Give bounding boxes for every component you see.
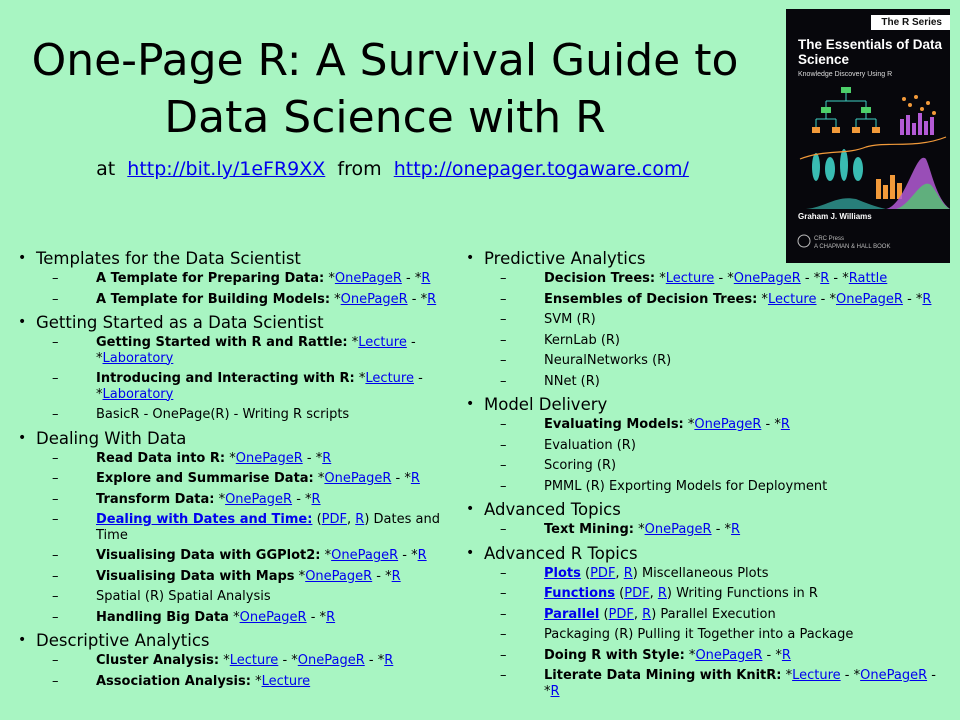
dash-icon: – <box>500 417 507 432</box>
r-link[interactable]: R <box>355 512 365 527</box>
book-imprint: A CHAPMAN & HALL BOOK <box>814 244 891 250</box>
item-text: * <box>214 491 226 507</box>
item-title: Visualising Data with GGPlot2: <box>96 548 321 563</box>
item-list <box>18 271 448 307</box>
item-text: * <box>324 271 335 286</box>
item-text: - * <box>544 668 936 699</box>
item-list <box>18 653 448 689</box>
bullet-icon: • <box>18 632 27 648</box>
list-item <box>18 451 448 467</box>
item-text: , <box>615 565 624 581</box>
item-text: Spatial (R) Spatial Analysis <box>96 589 271 604</box>
item-text: ) Dates and Time <box>96 512 440 543</box>
section-descriptive-analytics <box>18 630 448 651</box>
section-predictive-analytics <box>466 248 936 269</box>
dash-icon: – <box>500 458 507 473</box>
section-advanced-topics <box>466 499 936 520</box>
list-item <box>466 271 936 287</box>
lecture-link[interactable]: Lecture <box>365 371 414 386</box>
item-text: Evaluation (R) <box>544 437 636 453</box>
section-model-delivery <box>466 394 936 415</box>
lecture-link[interactable]: Lecture <box>767 291 817 307</box>
plots-link[interactable]: Plots <box>544 565 581 581</box>
list-item <box>466 586 936 602</box>
list-item <box>18 569 448 585</box>
pdf-link[interactable]: PDF <box>608 606 634 622</box>
dash-icon: – <box>52 548 59 563</box>
item-list <box>18 335 448 423</box>
item-list <box>466 522 936 538</box>
item-list <box>466 417 936 494</box>
short-link[interactable]: http://bit.ly/1eFR9XX <box>127 158 326 180</box>
item-text: - * <box>96 335 416 366</box>
item-title: Association Analysis: <box>96 673 251 689</box>
dash-icon: – <box>52 271 59 286</box>
list-item <box>466 566 936 582</box>
dash-icon: – <box>500 627 507 642</box>
bullet-icon: • <box>466 250 475 266</box>
item-title: Getting Started with R and Rattle: <box>96 335 348 350</box>
item-list <box>18 451 448 626</box>
lecture-link[interactable]: Lecture <box>358 335 407 350</box>
list-item <box>466 668 936 699</box>
item-text: - * <box>292 491 312 507</box>
dash-icon: – <box>500 565 507 581</box>
r-link[interactable]: R <box>623 565 633 581</box>
laboratory-link[interactable]: Laboratory <box>102 386 174 402</box>
item-list <box>466 271 936 389</box>
item-text: - * <box>816 291 836 307</box>
item-text: ( <box>615 586 625 601</box>
list-item <box>18 335 448 366</box>
item-text: * <box>757 291 768 307</box>
dash-icon: – <box>500 668 507 683</box>
r-link[interactable]: R <box>311 491 321 507</box>
item-title: Explore and Summarise Data: <box>96 471 314 486</box>
dash-icon: – <box>52 589 59 604</box>
onepager-link[interactable]: OnePageR <box>324 471 392 486</box>
lecture-link[interactable]: Lecture <box>261 673 311 689</box>
item-title: Visualising Data with Maps <box>96 568 295 584</box>
book-cover <box>786 9 950 263</box>
onepager-link[interactable]: OnePageR <box>644 522 712 537</box>
section-heading: Advanced R Topics <box>484 543 638 563</box>
item-title: A Template for Preparing Data: <box>96 271 325 286</box>
item-text: , <box>347 512 356 527</box>
book-publisher-name: CRC Press <box>814 236 845 242</box>
parallel-link[interactable]: Parallel <box>544 606 600 622</box>
item-title: Doing R with Style: <box>544 647 685 663</box>
item-title: Literate Data Mining with KnitR: <box>544 668 782 683</box>
list-item <box>18 610 448 626</box>
onepager-link[interactable]: OnePageR <box>835 291 903 307</box>
list-item <box>18 271 448 287</box>
section-heading: Dealing With Data <box>36 428 187 448</box>
item-text: KernLab (R) <box>544 332 621 348</box>
dash-icon: – <box>500 353 507 368</box>
list-item <box>18 674 448 690</box>
item-title: Cluster Analysis: <box>96 653 220 668</box>
dash-icon: – <box>500 332 507 348</box>
item-text: - * <box>398 548 418 563</box>
onepager-link[interactable]: OnePageR <box>331 548 399 563</box>
dash-icon: – <box>52 653 59 668</box>
section-heading: Model Delivery <box>484 395 608 414</box>
dash-icon: – <box>52 291 59 307</box>
item-text: ( <box>580 565 591 581</box>
item-text: NNet (R) <box>544 373 600 389</box>
item-text: - * <box>902 291 923 307</box>
item-text: - * <box>714 271 734 286</box>
item-text: * <box>228 609 240 625</box>
item-text: * <box>330 291 341 307</box>
pdf-link[interactable]: PDF <box>624 586 650 601</box>
section-getting-started-as-a-data-scientist <box>18 312 448 333</box>
bullet-icon: • <box>18 314 27 330</box>
dealing-with-dates-and-time-link[interactable]: Dealing with Dates and Time: <box>96 512 313 527</box>
item-list <box>466 566 936 700</box>
item-text: * <box>633 522 645 537</box>
dash-icon: – <box>500 312 507 327</box>
item-text: - * <box>711 522 732 537</box>
book-series: The R Series <box>871 15 950 30</box>
item-text: , <box>633 606 643 622</box>
list-item <box>466 374 936 390</box>
dash-icon: – <box>52 371 59 386</box>
dash-icon: – <box>52 673 59 689</box>
item-text: - * <box>372 568 392 584</box>
item-text: SVM (R) <box>544 312 596 327</box>
dash-icon: – <box>52 335 59 350</box>
list-item <box>18 512 448 543</box>
dash-icon: – <box>500 437 507 453</box>
item-title: Handling Big Data <box>96 609 229 625</box>
list-item <box>18 471 448 487</box>
section-advanced-r-topics <box>466 543 936 564</box>
list-item <box>18 548 448 564</box>
laboratory-link[interactable]: Laboratory <box>102 350 174 366</box>
item-text: - * <box>278 653 298 668</box>
r-link[interactable]: R <box>322 450 332 466</box>
item-text: ( <box>312 512 322 527</box>
section-heading: Predictive Analytics <box>484 249 646 268</box>
onepager-link[interactable]: OnePageR <box>694 417 762 432</box>
r-link[interactable]: R <box>550 683 560 699</box>
r-link[interactable]: R <box>427 291 437 307</box>
dash-icon: – <box>52 512 59 527</box>
item-text: - * <box>302 450 323 466</box>
item-text: , <box>649 586 658 601</box>
section-heading: Descriptive Analytics <box>36 631 210 650</box>
list-item <box>466 312 936 328</box>
item-text: - * <box>401 271 422 286</box>
dash-icon: – <box>500 478 507 494</box>
list-item <box>466 627 936 643</box>
item-text: Scoring (R) <box>544 458 617 473</box>
list-item <box>466 333 936 349</box>
onepager-link[interactable]: OnePageR <box>235 450 303 466</box>
onepager-link[interactable]: OnePageR <box>695 647 763 663</box>
item-text: PMML (R) Exporting Models for Deployment <box>544 478 828 494</box>
item-text: * <box>684 647 696 663</box>
lecture-link[interactable]: Lecture <box>792 668 841 683</box>
subtitle-prefix: at <box>96 158 116 180</box>
item-title: Transform Data: <box>96 491 215 507</box>
list-item <box>18 589 448 605</box>
item-text: * <box>294 568 306 584</box>
item-text: * <box>313 471 325 486</box>
item-text: ( <box>599 606 609 622</box>
item-text: - * <box>96 371 423 402</box>
rattle-link[interactable]: Rattle <box>848 271 888 286</box>
item-text: ) Miscellaneous Plots <box>632 565 769 581</box>
r-link[interactable]: R <box>384 653 394 668</box>
r-link[interactable]: R <box>326 609 336 625</box>
subtitle <box>0 158 785 180</box>
dash-icon: – <box>500 373 507 389</box>
list-item <box>466 353 936 369</box>
pdf-link[interactable]: PDF <box>321 512 347 527</box>
r-link[interactable]: R <box>820 271 830 286</box>
r-link[interactable]: R <box>391 568 401 584</box>
bullet-icon: • <box>18 250 27 266</box>
page-title: One-Page R: A Survival Guide to Data Science with R <box>31 35 739 143</box>
item-title: Evaluating Models: <box>544 417 684 432</box>
item-text: - * <box>407 291 428 307</box>
dash-icon: – <box>500 586 507 601</box>
section-heading: Getting Started as a Data Scientist <box>36 313 324 332</box>
list-item <box>466 607 936 623</box>
item-title: Decision Trees: <box>544 271 656 286</box>
list-item <box>466 458 936 474</box>
item-title: Text Mining: <box>544 522 634 537</box>
dash-icon: – <box>52 407 59 422</box>
item-text: * <box>781 668 793 683</box>
r-link[interactable]: R <box>922 291 932 307</box>
item-text: * <box>250 673 262 689</box>
r-link[interactable]: R <box>731 522 741 537</box>
r-link[interactable]: R <box>410 471 420 486</box>
section-dealing-with-data <box>18 428 448 449</box>
item-title: Introducing and Interacting with R: <box>96 371 355 386</box>
dash-icon: – <box>52 568 59 584</box>
onepager-link[interactable]: OnePageR <box>340 291 408 307</box>
dash-icon: – <box>500 606 507 622</box>
onepager-link[interactable]: http://onepager.togaware.com/ <box>393 158 689 180</box>
list-item <box>18 492 448 508</box>
item-text: * <box>655 271 666 286</box>
bullet-icon: • <box>18 429 27 446</box>
r-link[interactable]: R <box>417 548 427 563</box>
item-text: NeuralNetworks (R) <box>544 353 672 368</box>
item-text: * <box>219 653 230 668</box>
right-column <box>466 248 936 704</box>
dash-icon: – <box>52 609 59 625</box>
item-text: * <box>225 450 236 466</box>
item-text: * <box>320 548 332 563</box>
lecture-link[interactable]: Lecture <box>229 653 279 668</box>
onepager-link[interactable]: OnePageR <box>305 568 373 584</box>
onepager-link[interactable]: OnePageR <box>733 271 801 286</box>
dash-icon: – <box>500 522 507 537</box>
item-text: - * <box>364 653 385 668</box>
bullet-icon: • <box>466 544 475 561</box>
item-text: - * <box>762 647 782 663</box>
item-title: Ensembles of Decision Trees: <box>544 291 758 307</box>
r-link[interactable]: R <box>642 606 652 622</box>
item-text: Packaging (R) Pulling it Together into a Package <box>544 627 854 642</box>
list-item <box>466 292 936 308</box>
dash-icon: – <box>500 271 507 286</box>
item-title: Read Data into R: <box>96 450 226 466</box>
item-text: - * <box>840 668 861 683</box>
item-text: * <box>354 371 366 386</box>
section-heading: Templates for the Data Scientist <box>36 249 301 268</box>
list-item <box>18 371 448 402</box>
item-text: BasicR - OnePage(R) - Writing R scripts <box>96 407 350 422</box>
item-text: - * <box>391 471 411 486</box>
item-text: ) Writing Functions in R <box>666 586 818 601</box>
item-text: - * <box>306 609 327 625</box>
book-title: The Essentials of Data Science <box>798 37 943 67</box>
section-heading: Advanced Topics <box>484 500 621 519</box>
r-link[interactable]: R <box>781 647 791 663</box>
dash-icon: – <box>500 291 507 307</box>
lecture-link[interactable]: Lecture <box>665 271 715 286</box>
dash-icon: – <box>52 450 59 466</box>
item-text: - * <box>761 417 781 432</box>
item-text: * <box>347 335 359 350</box>
item-text: * <box>683 417 695 432</box>
dash-icon: – <box>52 471 59 486</box>
left-column <box>18 248 448 694</box>
item-text: ) Parallel Execution <box>651 606 776 622</box>
list-item <box>466 522 936 538</box>
list-item <box>18 653 448 669</box>
list-item <box>466 479 936 495</box>
r-link[interactable]: R <box>421 271 431 286</box>
r-link[interactable]: R <box>780 417 790 432</box>
section-templates-for-the-data-scientist <box>18 248 448 269</box>
item-text: - * <box>800 271 821 286</box>
item-title: A Template for Building Models: <box>96 291 331 307</box>
dash-icon: – <box>52 491 59 507</box>
onepager-link[interactable]: OnePageR <box>225 491 293 507</box>
book-subtitle: Knowledge Discovery Using R <box>798 71 893 78</box>
book-author: Graham J. Williams <box>798 212 872 221</box>
list-item <box>466 648 936 664</box>
list-item <box>18 292 448 308</box>
onepager-link[interactable]: OnePageR <box>297 653 365 668</box>
bullet-icon: • <box>466 396 475 412</box>
onepager-link[interactable]: OnePageR <box>334 271 402 286</box>
list-item <box>466 438 936 454</box>
r-link[interactable]: R <box>657 586 667 601</box>
item-text: - * <box>829 271 849 286</box>
dash-icon: – <box>500 647 507 663</box>
bullet-icon: • <box>466 501 475 517</box>
onepager-link[interactable]: OnePageR <box>860 668 928 683</box>
functions-link[interactable]: Functions <box>544 586 616 601</box>
subtitle-middle: from <box>337 158 382 180</box>
list-item <box>18 407 448 423</box>
pdf-link[interactable]: PDF <box>590 565 616 581</box>
list-item <box>466 417 936 433</box>
onepager-link[interactable]: OnePageR <box>239 609 307 625</box>
